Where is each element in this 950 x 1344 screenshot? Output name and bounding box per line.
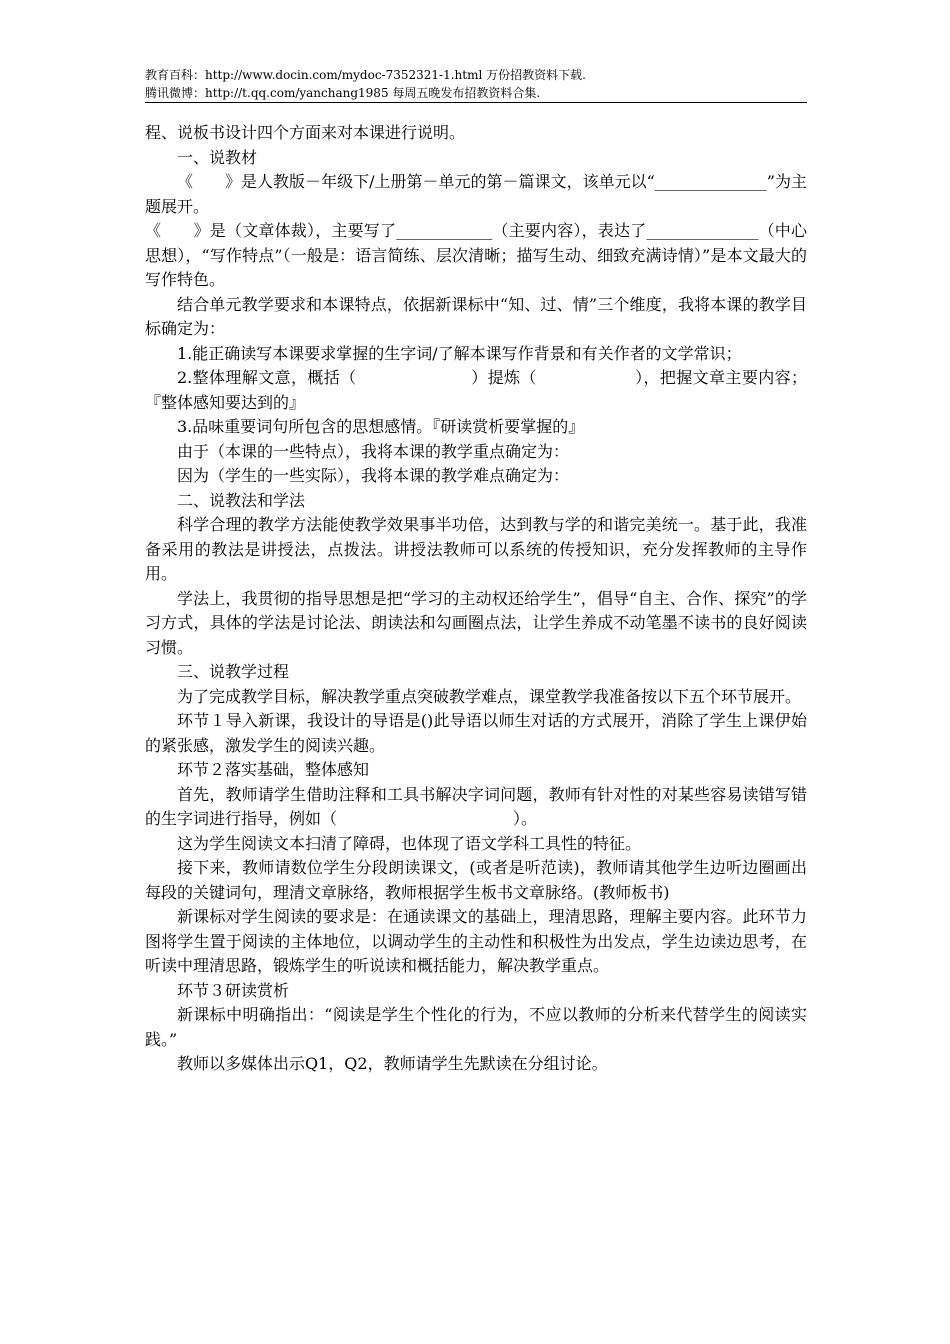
paragraph: 1.能正确读写本课要求掌握的生字词/了解本课写作背景和有关作者的文学常识；: [177, 343, 742, 363]
paragraph: 结合单元教学要求和本课特点，依据新课标中“知、过、情”三个维度，我将本课的教学目标确定为：: [145, 294, 807, 338]
paragraph: 2.整体理解文意，概括（ ）提炼（ ），把握文章主要内容；『整体感知要达到的』: [145, 368, 807, 412]
paragraph: 一、说教材: [177, 147, 258, 167]
paragraph: 新课标对学生阅读的要求是：在通读课文的基础上，理清思路，理解主要内容。此环节力图将学生置于阅读的主体地位，以调动学生的主动性和积极性为出发点，学生边读边思考，在听读中理清思路，锻炼学生的听说读和概括能力，解决教学重点。: [145, 907, 807, 975]
paragraph: 三、说教学过程: [177, 662, 290, 681]
paragraph: 这为学生阅读文本扫清了障碍，也体现了语文学科工具性的特征。: [177, 833, 642, 853]
paragraph: 程、说板书设计四个方面来对本课进行说明。: [145, 123, 466, 142]
paragraph: 为了完成教学目标，解决教学重点突破教学难点，课堂教学我准备按以下五个环节展开。: [177, 686, 802, 706]
paragraph: 接下来，教师请数位学生分段朗读课文，(或者是听范读)，教师请其他学生边听边圈画出每段的关键词句，理清文章脉络，教师根据学生板书文章脉络。(教师板书): [145, 858, 807, 902]
paragraph: 由于（本课的一些特点），我将本课的教学重点确定为：: [177, 441, 570, 461]
paragraph: 环节１导入新课，我设计的导语是()此导语以师生对话的方式展开，消除了学生上课伊始的紧张感，激发学生的阅读兴趣。: [145, 711, 807, 755]
paragraph: 因为（学生的一些实际），我将本课的教学难点确定为：: [177, 466, 570, 485]
paragraph: 《 》是人教版－年级下/上册第－单元的第－篇课文，该单元以“______________”为主题展开。: [145, 172, 807, 216]
paragraph: 环节３研读赏析: [177, 980, 290, 1000]
header-divider: [145, 102, 807, 103]
page-header: [145, 66, 807, 102]
paragraph: 学法上，我贯彻的指导思想是把“学习的主动权还给学生”，倡导“自主、合作、探究”的学习方式，具体的学法是讨论法、朗读法和勾画圈点法，让学生养成不动笔墨不读书的良好阅读习惯。: [145, 588, 807, 657]
paragraph: 首先，教师请学生借助注释和工具书解决字词问题，教师有针对性的对某些容易读错写错的生字词进行指导，例如（ ）。: [145, 784, 807, 828]
header-line-docin: 教育百科：http://www.docin.com/mydoc-7352321-1.html 万份招教资料下载.: [145, 68, 586, 82]
paragraph: 二、说教法和学法: [177, 490, 306, 510]
document-body: [145, 121, 807, 1077]
paragraph: 科学合理的教学方法能使教学效果事半功倍，达到教与学的和谐完美统一。基于此，我准备采用的教法是讲授法，点拨法。讲授法教师可以系统的传授知识，充分发挥教师的主导作用。: [145, 515, 807, 583]
header-line-weibo: 腾讯微博：http://t.qq.com/yanchang1985 每周五晚发布招教资料合集.: [145, 86, 541, 100]
paragraph: 教师以多媒体出示Q1，Q2，教师请学生先默读在分组讨论。: [177, 1054, 608, 1073]
paragraph: 环节２落实基础，整体感知: [177, 760, 370, 779]
paragraph: 3.品味重要词句所包含的思想感情。『研读赏析要掌握的』: [177, 417, 585, 436]
paragraph: 《 》是（文章体裁），主要写了____________（主要内容），表达了______________（中心思想），“写作特点”（一般是：语言简练、层次清晰；描写生动、细致充满诗情）”是本文最大的写作特色。: [145, 221, 807, 289]
paragraph: 新课标中明确指出：“阅读是学生个性化的行为，不应以教师的分析来代替学生的阅读实践。”: [145, 1005, 807, 1049]
